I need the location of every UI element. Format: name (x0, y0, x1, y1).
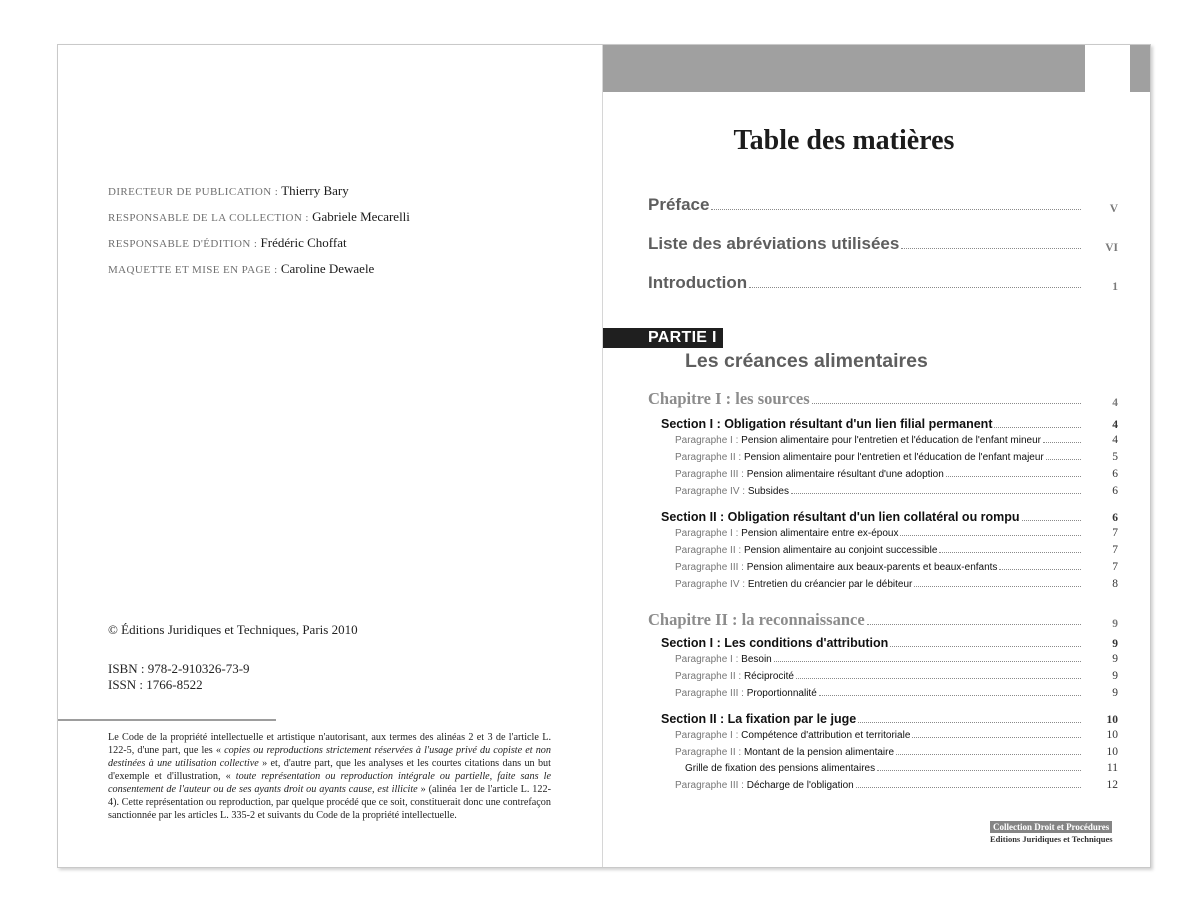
toc-entry-text (675, 435, 1041, 446)
dot-leader (946, 476, 1081, 477)
toc-entry-text (675, 528, 898, 539)
isbn-block (108, 661, 250, 693)
paragraph-title: Pension alimentaire aux beaux-parents et beaux-enfants (746, 562, 998, 573)
toc-section[interactable] (661, 636, 1118, 650)
toc-paragraph[interactable] (675, 729, 1118, 741)
credit-value: Frédéric Choffat (260, 235, 347, 250)
credit-director (108, 183, 410, 209)
page-number: VI (1105, 242, 1118, 254)
paragraph-label: Paragraphe II : (675, 671, 744, 682)
toc-entry-text: Grille de fixation des pensions alimentaires (685, 763, 876, 774)
page-number: 7 (1112, 527, 1118, 539)
toc-entry-text (675, 747, 894, 758)
toc-entry-text (675, 579, 912, 590)
left-page (58, 45, 602, 867)
toc-section[interactable] (661, 510, 1118, 524)
toc-entry-text (675, 469, 944, 480)
dot-leader (1046, 459, 1081, 460)
legal-text: » et, d'autre part, que les analyses et les courtes citations dans un but d'exemple et d'illustration, « (108, 758, 551, 782)
page-number: V (1109, 203, 1118, 215)
legal-quote: copies ou reproductions strictement réservées à l'usage privé du copiste et non destinées à une utilisation collective (108, 745, 551, 769)
toc-paragraph[interactable] (675, 670, 1118, 682)
page-number: 9 (1112, 638, 1118, 650)
credit-collection (108, 209, 410, 235)
paragraph-label: Paragraphe I : (675, 730, 742, 741)
page-number: 8 (1112, 578, 1118, 590)
page-number: 4 (1112, 434, 1118, 446)
toc-entry-text: Chapitre II : la reconnaissance (648, 610, 865, 629)
paragraph-label: Paragraphe I : (675, 528, 742, 539)
legal-notice (108, 731, 551, 822)
paragraph-title: Pension alimentaire résultant d'une adoption (746, 469, 944, 480)
page-number: 6 (1112, 468, 1118, 480)
toc-paragraph[interactable] (675, 687, 1118, 699)
page-number: 6 (1112, 512, 1118, 524)
dot-leader (914, 586, 1081, 587)
toc-entry-text: Section II : La fixation par le juge (661, 712, 857, 726)
paragraph-label: Paragraphe I : (675, 435, 742, 446)
legal-divider (58, 719, 276, 721)
toc-entry-text (675, 730, 910, 741)
dot-leader (867, 624, 1081, 625)
paragraph-title: Réciprocité (743, 671, 794, 682)
paragraph-title: Pension alimentaire au conjoint successible (743, 545, 938, 556)
paragraph-title: Pension alimentaire pour l'entretien et l'éducation de l'enfant majeur (743, 452, 1044, 463)
dot-leader (999, 569, 1081, 570)
toc-entry-text: Liste des abréviations utilisées (648, 234, 900, 253)
dot-leader (912, 737, 1081, 738)
partie-label: PARTIE I (648, 329, 717, 346)
page-number: 4 (1112, 397, 1118, 409)
paragraph-label: Paragraphe III : (675, 562, 747, 573)
paragraph-label: Paragraphe I : (675, 654, 742, 665)
paragraph-title: Subsides (747, 486, 789, 497)
paragraph-title: Pension alimentaire entre ex-époux (741, 528, 899, 539)
dot-leader (858, 722, 1081, 723)
page-number: 7 (1112, 561, 1118, 573)
header-bar (603, 45, 1085, 92)
dot-leader (994, 427, 1081, 428)
page-number: 9 (1112, 687, 1118, 699)
credit-label: RESPONSABLE D'ÉDITION : (108, 238, 258, 250)
toc-section[interactable] (661, 712, 1118, 726)
paragraph-label: Paragraphe II : (675, 545, 744, 556)
dot-leader (749, 287, 1081, 288)
toc-paragraph[interactable] (675, 485, 1118, 497)
toc-paragraph[interactable] (675, 779, 1118, 791)
toc-entry-text (675, 688, 817, 699)
page-number: 1 (1112, 281, 1118, 293)
paragraph-label: Paragraphe III : (675, 469, 747, 480)
toc-entry-text: Section I : Les conditions d'attribution (661, 636, 889, 650)
collection-badge: Collection Droit et Procédures (990, 821, 1112, 833)
paragraph-label: Paragraphe IV : (675, 579, 748, 590)
page-number: 12 (1106, 779, 1118, 791)
paragraph-label: Paragraphe II : (675, 747, 744, 758)
toc-paragraph[interactable] (675, 451, 1118, 463)
credit-label: DIRECTEUR DE PUBLICATION : (108, 186, 279, 198)
paragraph-label: Paragraphe IV : (675, 486, 748, 497)
dot-leader (812, 403, 1081, 404)
dot-leader (896, 754, 1081, 755)
credit-value: Caroline Dewaele (280, 261, 375, 276)
toc-entry-text (675, 452, 1044, 463)
paragraph-title: Montant de la pension alimentaire (743, 747, 895, 758)
dot-leader (774, 661, 1081, 662)
legal-text: » (alinéa 1er de l'article L. 122-4). Cette représentation ou reproduction, par quelque procédé que ce soit, constituerait donc une contrefaçon sanctionnée par les articles L. 335-2 et suivants du Code de la propriété intellectuelle. (108, 784, 551, 821)
toc-entry-text: Section II : Obligation résultant d'un lien collatéral ou rompu (661, 510, 1020, 524)
paragraph-title: Pension alimentaire pour l'entretien et l'éducation de l'enfant mineur (741, 435, 1041, 446)
paragraph-title: Décharge de l'obligation (746, 780, 854, 791)
credit-label: RESPONSABLE DE LA COLLECTION : (108, 212, 309, 224)
page-number: 9 (1112, 618, 1118, 630)
toc-paragraph[interactable] (675, 578, 1118, 590)
toc-front-entry[interactable] (648, 273, 1118, 293)
toc-section[interactable] (661, 417, 1118, 431)
paragraph-label: Paragraphe III : (675, 688, 747, 699)
toc-entry-text: Introduction (648, 273, 748, 292)
dot-leader (901, 248, 1081, 249)
toc-entry-text: Préface (648, 195, 710, 214)
toc-front-entry[interactable] (648, 234, 1118, 254)
page-number: 10 (1106, 746, 1118, 758)
dot-leader (1022, 520, 1081, 521)
toc-paragraph[interactable] (675, 434, 1118, 446)
page-title: Table des matières (733, 125, 955, 156)
legal-text: Le Code de la propriété intellectuelle et artistique n'autorisant, aux termes des alinéas 2 et 3 de l'article L. 122-5, d'une part, que les « (108, 732, 551, 756)
paragraph-title: Proportionnalité (746, 688, 817, 699)
dot-leader (890, 646, 1081, 647)
dot-leader (877, 770, 1081, 771)
toc-paragraph[interactable] (675, 561, 1118, 573)
dot-leader (1043, 442, 1081, 443)
paragraph-title: Entretien du créancier par le débiteur (747, 579, 913, 590)
toc-paragraph[interactable] (675, 527, 1118, 539)
right-page (603, 45, 1150, 867)
page-number: 5 (1112, 451, 1118, 463)
paragraph-title: Compétence d'attribution et territoriale (741, 730, 911, 741)
toc-entry-text (675, 562, 997, 573)
toc-entry-text (675, 780, 854, 791)
toc-paragraph[interactable] (675, 468, 1118, 480)
toc-entry-text: Chapitre I : les sources (648, 389, 810, 408)
toc-chapter[interactable] (648, 610, 1118, 630)
page-number: 4 (1112, 419, 1118, 431)
page-number: 10 (1106, 714, 1118, 726)
toc-paragraph[interactable] (675, 746, 1118, 758)
toc-paragraph[interactable] (675, 653, 1118, 665)
dot-leader (856, 787, 1081, 788)
toc-entry-text (675, 545, 937, 556)
dot-leader (900, 535, 1081, 536)
toc-chapter[interactable] (648, 389, 1118, 409)
dot-leader (819, 695, 1081, 696)
page-number: 7 (1112, 544, 1118, 556)
toc-entry-text: Section I : Obligation résultant d'un lien filial permanent (661, 417, 993, 431)
toc-front-entry[interactable] (648, 195, 1118, 215)
dot-leader (796, 678, 1081, 679)
toc-entry-text (675, 486, 789, 497)
legal-quote: toute représentation ou reproduction intégrale ou partielle, faite sans le consentement de l'auteur ou de ses ayants droit ou ayants cause, est illicite (108, 771, 551, 795)
credit-edition (108, 235, 410, 261)
isbn: ISBN : 978-2-910326-73-9 (108, 661, 250, 676)
thumb-tab (1130, 45, 1150, 92)
credits-block (108, 183, 410, 287)
credit-label: MAQUETTE ET MISE EN PAGE : (108, 264, 278, 276)
credit-value: Thierry Bary (281, 183, 349, 198)
paragraph-label: Paragraphe II : (675, 452, 744, 463)
toc-entry-text (675, 654, 772, 665)
credit-layout (108, 261, 410, 287)
dot-leader (791, 493, 1081, 494)
dot-leader (711, 209, 1081, 210)
toc-subentry[interactable] (685, 762, 1118, 774)
partie-title[interactable]: Les créances alimentaires (685, 350, 928, 372)
page-number: 6 (1112, 485, 1118, 497)
publisher-name: Editions Juridiques et Techniques (990, 834, 1113, 844)
toc-paragraph[interactable] (675, 544, 1118, 556)
copyright-notice: © Éditions Juridiques et Techniques, Paris 2010 (108, 622, 358, 637)
book-spread (57, 44, 1151, 868)
paragraph-title: Besoin (741, 654, 772, 665)
page-number: 9 (1112, 670, 1118, 682)
page-number: 10 (1106, 729, 1118, 741)
paragraph-label: Paragraphe III : (675, 780, 747, 791)
toc-entry-text (675, 671, 794, 682)
page-number: 11 (1106, 762, 1118, 774)
page-number: 9 (1112, 653, 1118, 665)
dot-leader (939, 552, 1081, 553)
issn: ISSN : 1766-8522 (108, 677, 203, 692)
credit-value: Gabriele Mecarelli (312, 209, 410, 224)
